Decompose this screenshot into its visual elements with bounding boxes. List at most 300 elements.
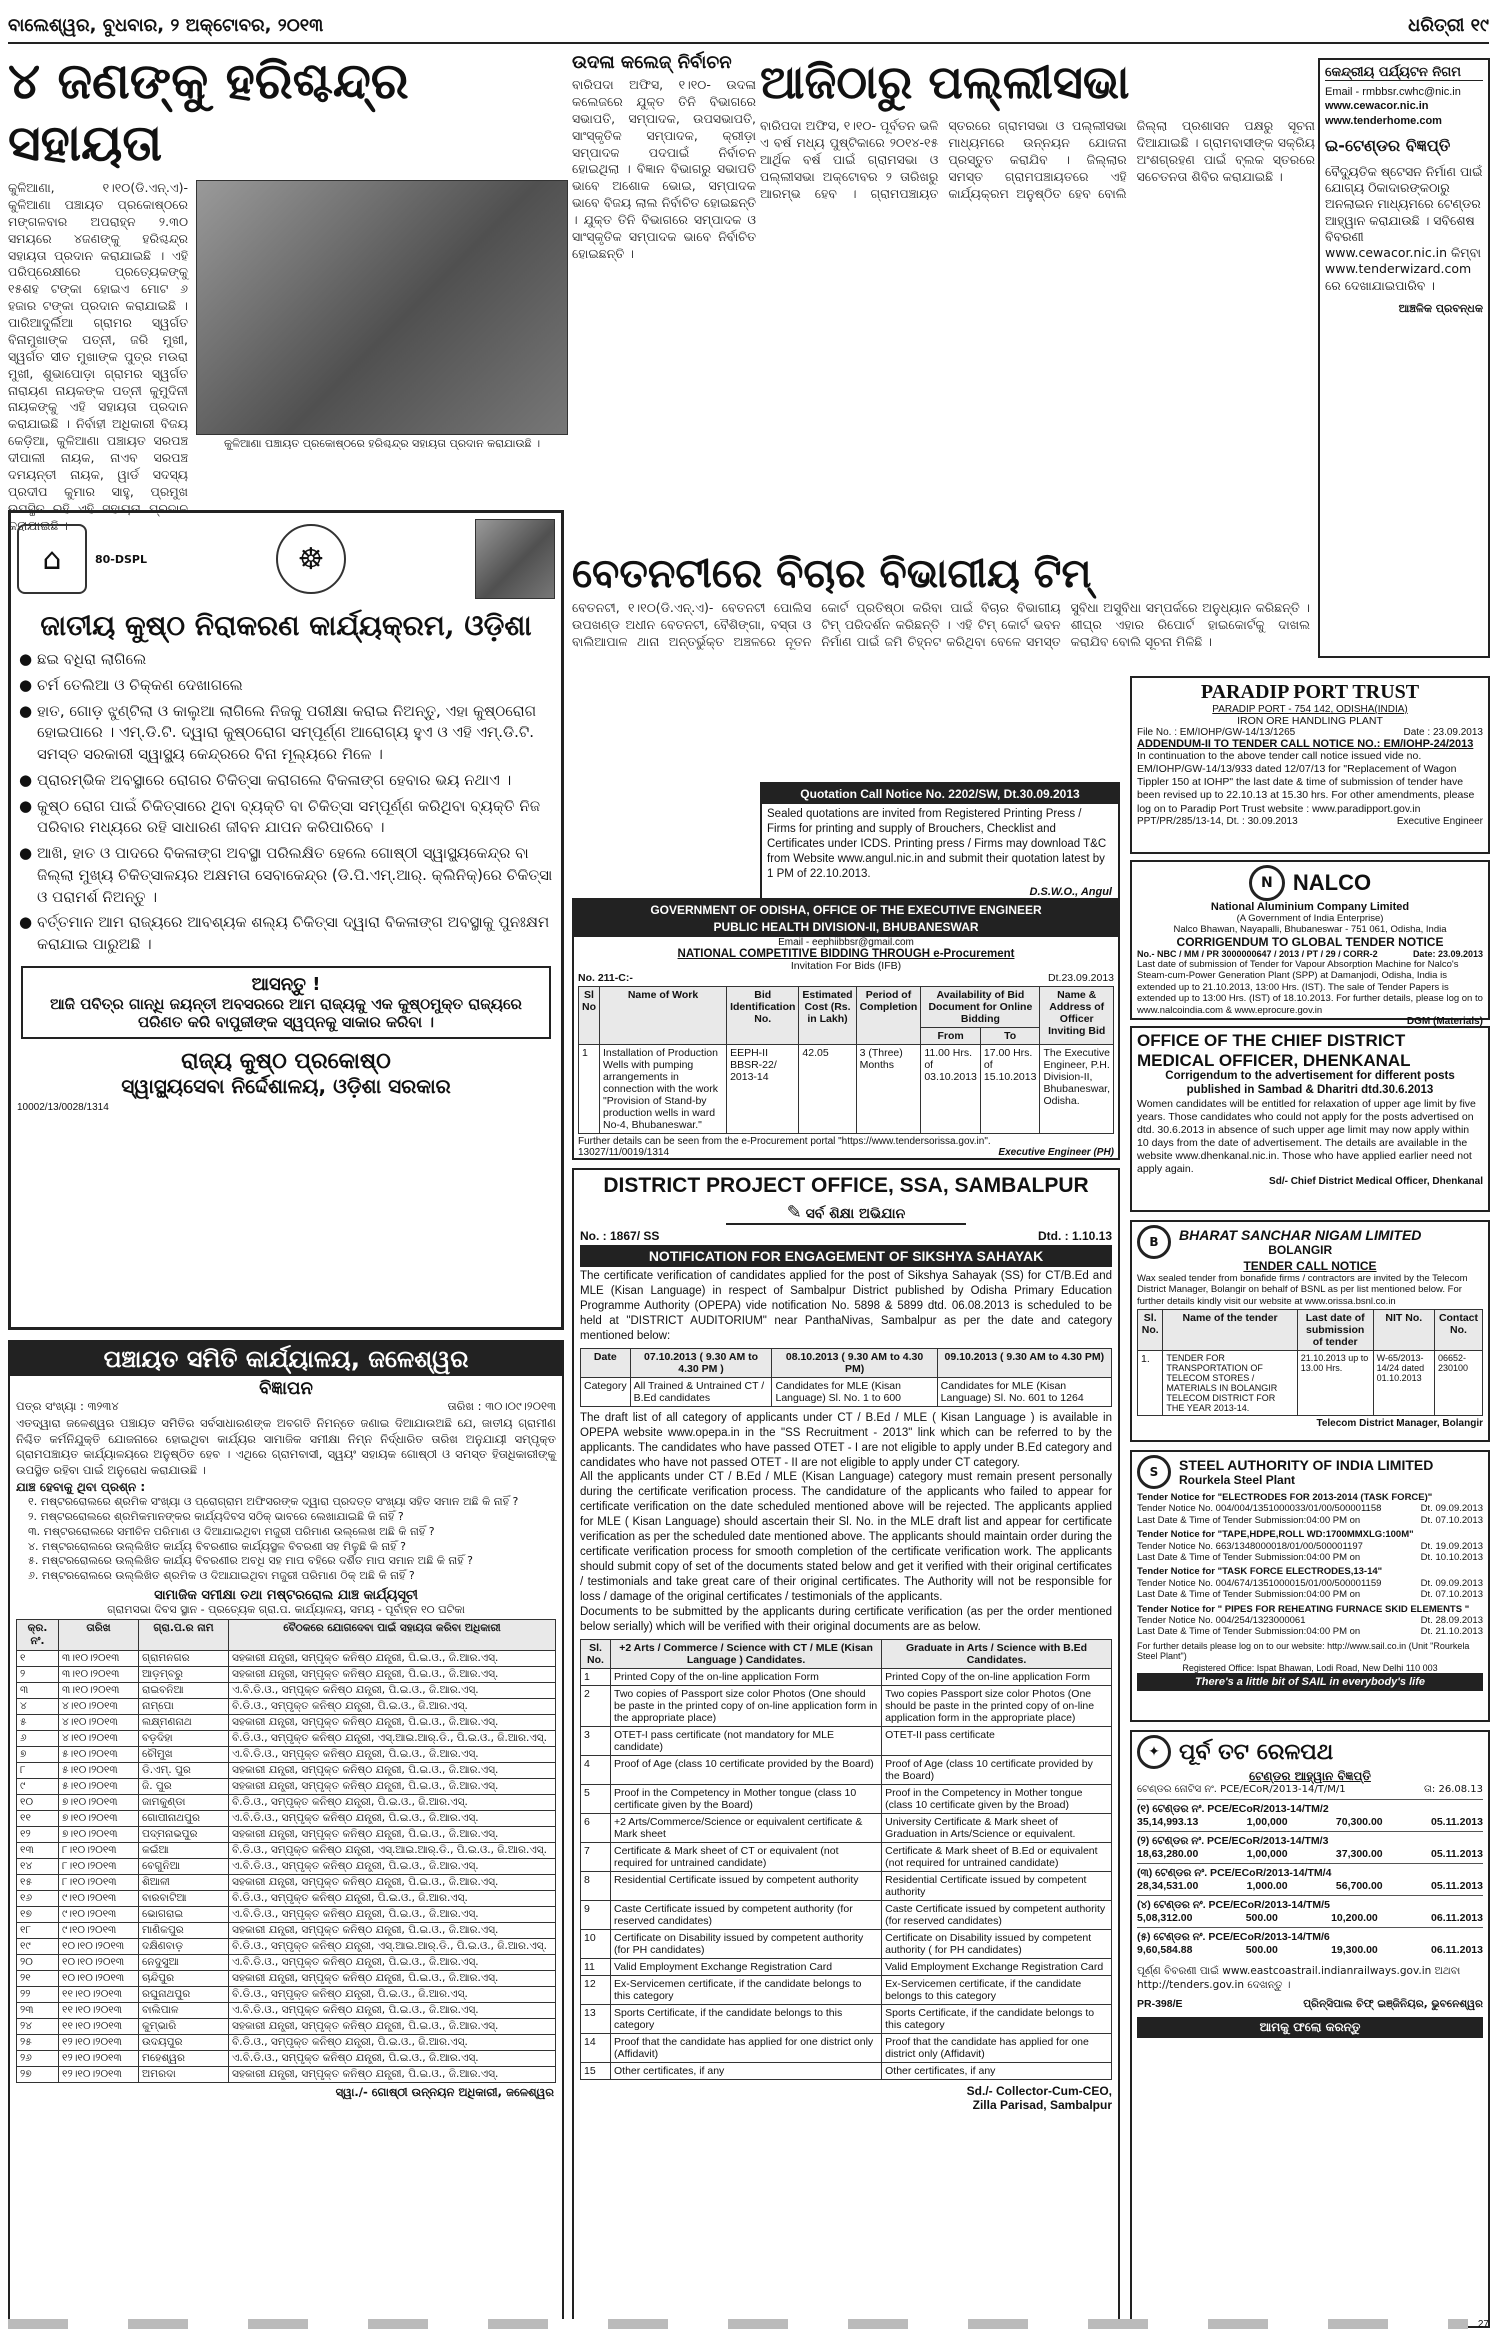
th: ତାରିଖ [59, 1620, 139, 1651]
ad-cdmo-dhenkanal [1130, 1026, 1490, 1212]
ad-ref: PR-398/E [1137, 1998, 1183, 2011]
td: ବଡ଼ଦିହା [139, 1731, 229, 1747]
td: Two copies of Passport size color Photos (One should be paste in the printed copy of on-line application form in the appropriate place) [611, 1685, 882, 1726]
th: Contact No. [1434, 1310, 1482, 1351]
ad-subtitle: ଟେଣ୍ଡର ଆହ୍ୱାନ ବିଜ୍ଞପ୍ତି [1249, 1769, 1371, 1783]
tender-value: 05.11.2013 [1430, 1848, 1483, 1860]
tender-item [1137, 1863, 1483, 1895]
td: ପଦ୍ମନାଭପୁର [139, 1827, 229, 1843]
tender-table [578, 986, 1114, 1134]
table-row [581, 1685, 1112, 1726]
td: ୧୧।୧୦।୨୦୧୩ [59, 1987, 139, 2003]
ad-signature: Executive Engineer (PH) [998, 1147, 1114, 1158]
td: ୧୫ [17, 1875, 59, 1891]
td: ଏ.ବି.ଡି.ଓ., ସମ୍ପୃକ୍ତ କନିଷ୍ଠ ଯନ୍ତ୍ରୀ, ପି.ଇ.ଓ., ଜି.ଆର.ଏସ୍. [229, 1747, 556, 1763]
ad-body: In continuation to the above tender call notice issued vide no. EM/IOHP/GW-14/13/933 dated 12/07/13 for "Replacement of Wagon Tippler 150 at IOHP" the last date & time of submission of tender have been revised up to 22.10.13 at 15.30 hrs. For other amendments, please log on to Paradip Port Trust website : www.paradipport.gov.in [1137, 750, 1475, 815]
tender-value: 28,34,531.00 [1137, 1880, 1199, 1892]
tender-number: (୫) ଟେଣ୍ଡର ନଂ. PCE/ECoR/2013-14/TM/6 [1137, 1931, 1330, 1943]
td: ଏ.ବି.ଡି.ଓ., ସମ୍ପୃକ୍ତ କନିଷ୍ଠ ଯନ୍ତ୍ରୀ, ପି.ଇ.ଓ., ଜି.ଆର.ଏସ୍. [229, 1859, 556, 1875]
th: Availability of Bid Document for Online Bidding [921, 987, 1040, 1028]
td: ୧୦।୧୦।୨୦୧୩ [59, 1955, 139, 1971]
td: 06652-230100 [1434, 1351, 1482, 1416]
td: ୩ [17, 1683, 59, 1699]
question-item: ୫. ମଷ୍ଟରରୋଲରେ ଉଲ୍ଲିଖିତ କାର୍ଯ୍ୟ ବିବରଣୀର ଅବଧି ସହ ମାପ ବହିରେ ଦର୍ଶିତ ମାପ ସମାନ ଅଛି କି ନାହିଁ ? [28, 1554, 474, 1568]
td: 2 [581, 1685, 611, 1726]
td: ୫।୧୦।୨୦୧୩ [59, 1747, 139, 1763]
headline: ଆଜିଠାରୁ ପଲ୍ଲୀସଭା [760, 55, 1130, 109]
ad-note: For further details please log on to our website: http://www.sail.co.in (Unit "Rourkela Steel Plant") [1137, 1640, 1470, 1661]
corrigendum-title: CORRIGENDUM TO GLOBAL TENDER NOTICE [1176, 935, 1444, 949]
td: ୭।୧୦।୨୦୧୩ [59, 1827, 139, 1843]
td: Proof that the candidate has applied for one district only (Affidavit) [611, 2033, 882, 2062]
tagline: There's a little bit of SAIL in everybody's life [1137, 1673, 1483, 1691]
ad-ssa-sambalpur [572, 1168, 1120, 2328]
table-row [17, 1683, 556, 1699]
documents-table [580, 1639, 1112, 2080]
td: ୮।୧୦।୨୦୧୩ [59, 1843, 139, 1859]
ad-subtitle: ଇ-ଟେଣ୍ଡର ବିଜ୍ଞପ୍ତି [1325, 135, 1451, 155]
signature-line: Zilla Parisad, Sambalpur [972, 2097, 1112, 2112]
notice-title: NOTIFICATION FOR ENGAGEMENT OF SIKSHYA SAHAYAK [580, 1245, 1112, 1267]
ad-body: Sealed quotations are invited from Registered Printing Press / Firms for printing and supply of Brouchers, Checklist and Certificates under ICDS. Printing press / Firms may download T&C from Website www.angul.nic.in and submit their quotation latest by 1 PM of 22.10.2013. [767, 808, 1107, 880]
story-harischandra [8, 50, 568, 533]
tender-line [1137, 1515, 1483, 1526]
table-row [17, 1731, 556, 1747]
footer-stripe [8, 2319, 1468, 2329]
table-row [581, 1813, 1112, 1842]
headline: ୪ ଜଣଙ୍କୁ ହରିଶ୍ଚନ୍ଦ୍ର ସହାୟତା [8, 51, 409, 172]
ad-title: GOVERNMENT OF ODISHA, OFFICE OF THE EXECUTIVE ENGINEER [574, 900, 1118, 920]
symptom-list [17, 649, 555, 956]
td: ୧ [17, 1651, 59, 1667]
td: Other certificates, if any [882, 2062, 1112, 2079]
td: ୬ [17, 1731, 59, 1747]
th: Bid Identification No. [727, 987, 799, 1045]
table-row [581, 1377, 1112, 1406]
ad-body: Last date of submission of Tender for Vapour Absorption Machine for Nalco's Steam-cum-Power Generation Plant (SPP) at Damanjodi, Odisha, India is extended up to 21.10.2013, 13:00 Hrs. (IST). The sale of Tender Papers is extended up to 13:00 Hrs. (IST) of 18.10.2013. For further details, please log on to www.nalcoindia.com & www.eprocure.gov.in [1137, 959, 1483, 1016]
td: Proof in the Competency in Mother tongue (class 10 certificate given by the Board) [611, 1784, 882, 1813]
schedule-table [580, 1348, 1112, 1407]
td: EEPH-II BBSR-22/ 2013-14 [727, 1045, 799, 1134]
tender-values [1137, 1912, 1483, 1924]
tender-number: (୩) ଟେଣ୍ଡର ନଂ. PCE/ECoR/2013-14/TM/4 [1137, 1867, 1332, 1879]
td: ୨୩ [17, 2003, 59, 2019]
table-row [17, 1715, 556, 1731]
table-row [581, 1958, 1112, 1975]
td: All Trained & Untrained CT / B.Ed candidates [630, 1377, 772, 1406]
ad-date: Dt.23.09.2013 [1048, 972, 1114, 984]
table-row [1138, 1351, 1483, 1416]
table-row [17, 1843, 556, 1859]
paragraph: The draft list of all category of applicants under CT / B.Ed / MLE ( Kisan Language ) is available in OPEPA website www.opepa.in in the "SS Recruitment - 2013" link which can be referred to by the applicants. The candidates who have passed OTET - I are not eligible to apply under B.Ed category and candidates who have not passed OTET - II are not eligible to apply under CT category. [580, 1411, 1112, 1469]
td: ବାରବାଟିଆ [139, 1891, 229, 1907]
td: ନେଦୁସୁଆ [139, 1955, 229, 1971]
table-row [17, 1795, 556, 1811]
ad-title: STEEL AUTHORITY OF INDIA LIMITED [1179, 1457, 1434, 1473]
odisha-emblem-icon: ☸ [276, 524, 346, 594]
ad-quotation-notice [760, 782, 1120, 900]
ad-body: Wax sealed tender from bonafide firms / contractors are invited by the Telecom District Manager, Bolangir on behalf of BSNL as per list mentioned below. For further details kindly visit our website at www.orissa.bsnl.co.in [1137, 1273, 1468, 1307]
td: Proof of Age (class 10 certificate provided by the Board) [882, 1755, 1112, 1784]
table-row [581, 1755, 1112, 1784]
td: Certificate on Disability issued by competent authority (for PH candidates) [611, 1929, 882, 1958]
tender-item [1137, 1927, 1483, 1959]
tender-table [1137, 1309, 1483, 1416]
ad-ref: 13027/11/0019/1314 [578, 1147, 670, 1158]
deadline-label: Last Date & Time of Tender Submission:04:00 PM on [1137, 1589, 1361, 1601]
td: ସହକାରୀ ଯନ୍ତ୍ରୀ, ସମ୍ପୃକ୍ତ କନିଷ୍ଠ ଯନ୍ତ୍ରୀ, ପି.ଇ.ଓ., ଜି.ଆର.ଏସ୍. [229, 1923, 556, 1939]
td: ୧୧।୧୦।୨୦୧୩ [59, 2019, 139, 2035]
ad-title: Quotation Call Notice No. 2202/SW, Dt.30.09.2013 [762, 784, 1118, 804]
td: Proof of Age (class 10 certificate provided by the Board) [611, 1755, 882, 1784]
ad-date: Dtd. : 1.10.13 [1037, 1229, 1112, 1243]
tender-values [1137, 1848, 1483, 1860]
td: ଏ.ବି.ଡି.ଓ., ସମ୍ପୃକ୍ତ କନିଷ୍ଠ ଯନ୍ତ୍ରୀ, ପି.ଇ.ଓ., ଜି.ଆର.ଏସ୍. [229, 1683, 556, 1699]
table-row [17, 1939, 556, 1955]
tender-number: (୨) ଟେଣ୍ଡର ନଂ. PCE/ECoR/2013-14/TM/3 [1137, 1835, 1329, 1847]
addendum-title: ADDENDUM-II TO TENDER CALL NOTICE NO.: EM/IOHP-24/2013 [1137, 738, 1474, 750]
ad-phed-tender [572, 898, 1120, 1160]
ad-bsnl-bolangir [1130, 1220, 1490, 1442]
list-item: ● ବର୍ତ୍ତମାନ ଆମ ରାଜ୍ୟରେ ଆବଶ୍ୟକ ଶଲ୍ୟ ଚିକିତ୍ସା ଦ୍ୱାରା ବିକଳାଙ୍ଗ ଅବସ୍ଥାକୁ ପୁନଃକ୍ଷମ କରାଯାଇ ପାରୁଅଛି । [17, 912, 555, 956]
headline: ବେତନଟୀରେ ବିଚାର ବିଭାଗୀୟ ଟିମ୍ [572, 550, 1092, 597]
tender-title: Tender Notice for "TASK FORCE ELECTRODES,13-14" [1137, 1566, 1383, 1578]
ad-date: Date: 23.09.2013 [1412, 949, 1483, 959]
ad-body: ପୂର୍ଣ୍ଣ ବିବରଣୀ ପାଇଁ www.eastcoastrail.indianrailways.gov.in ଅଥବା http://tenders.gov.in ଦେଖନ୍ତୁ । [1137, 1965, 1461, 1991]
td: ବି.ଡି.ଓ., ସମ୍ପୃକ୍ତ କନିଷ୍ଠ ଯନ୍ତ୍ରୀ, ପି.ଇ.ଓ., ଜି.ଆର.ଏସ୍. [229, 1795, 556, 1811]
tender-value: 1,00,000 [1246, 1848, 1288, 1860]
td: ୧୬ [17, 1891, 59, 1907]
ad-panchayat-jaleswar [8, 1340, 564, 2328]
ad-subtitle: PARADIP PORT - 754 142, ODISHA(INDIA) [1212, 704, 1408, 715]
th: Name of Work [600, 987, 727, 1045]
ad-body: ବୈଦ୍ୟୁତିକ ଷ୍ଟେସନ ନିର୍ମାଣ ପାଇଁ ଯୋଗ୍ୟ ଠିକାଦାରଙ୍କଠାରୁ ଅନଲାଇନ ମାଧ୍ୟମରେ ଟେଣ୍ଡର ଆହ୍ୱାନ କରାଯାଉଛି । ସବିଶେଷ ବିବରଣୀ www.cewacor.nic.in କିମ୍ବା www.tenderwizard.com ରେ ଦେଖାଯାଇପାରିବ । [1325, 163, 1483, 293]
logo-text: ସର୍ବ ଶିକ୍ଷା ଅଭିଯାନ [805, 1206, 906, 1222]
td: Other certificates, if any [611, 2062, 882, 2079]
story-udala-college [572, 52, 756, 522]
tender-value: 70,300.00 [1335, 1816, 1383, 1828]
ad-signature: Executive Engineer [1396, 815, 1483, 827]
td: Proof that the candidate has applied for one district only (Affidavit) [882, 2033, 1112, 2062]
ad-web-link[interactable]: www.cewacor.nic.in [1325, 100, 1429, 113]
td: ବି.ଡି.ଓ., ସମ୍ପୃକ୍ତ କନିଷ୍ଠ ଯନ୍ତ୍ରୀ, ଏସ୍.ଆଇ.ଆର୍.ଡି., ପି.ଇ.ଓ., ଜି.ଆର.ଏସ୍. [229, 1843, 556, 1859]
company-sub: (A Government of India Enterprise) [1236, 913, 1384, 924]
table-row [17, 1923, 556, 1939]
td: ୩।୧୦।୨୦୧୩ [59, 1683, 139, 1699]
table-row [17, 1859, 556, 1875]
tender-value: 19,300.00 [1331, 1944, 1378, 1956]
pencil-icon: ✎ [786, 1202, 802, 1223]
tender-item [1137, 1831, 1483, 1863]
td: ଅମରଦା [139, 2067, 229, 2083]
news-photo [196, 180, 568, 435]
td: ୭।୧୦।୨୦୧୩ [59, 1811, 139, 1827]
th: Name of the tender [1163, 1310, 1297, 1351]
td: W-65/2013-14/24 dated 01.10.2013 [1373, 1351, 1434, 1416]
ad-title: PARADIP PORT TRUST [1200, 681, 1420, 703]
table-row [17, 1907, 556, 1923]
registered-office: Registered Office: Ispat Bhawan, Lodi Road, New Delhi 110 003 [1182, 1662, 1438, 1673]
sail-logo-icon: S [1137, 1455, 1171, 1489]
td: ଏ.ବି.ଡି.ଓ., ସମ୍ପୃକ୍ତ କନିଷ୍ଠ ଯନ୍ତ୍ରୀ, ପି.ଇ.ଓ., ଜି.ଆର.ଏସ୍. [229, 2003, 556, 2019]
ad-signature: ଆଞ୍ଚଳିକ ପ୍ରବନ୍ଧକ [1398, 301, 1483, 315]
question-item: ୨. ମଷ୍ଟରରୋଲରେ ଶ୍ରମିକମାନଙ୍କର କାର୍ଯ୍ୟଦିବସ ସଠିକ୍ ଭାବରେ ଲେଖାଯାଇଛି କି ନାହିଁ ? [28, 1509, 404, 1523]
table-row [17, 1987, 556, 2003]
ad-subtitle: BOLANGIR [1268, 1243, 1333, 1257]
schedule-title: ସାମାଜିକ ସମୀକ୍ଷା ତଥା ମଷ୍ଟରରୋଲ ଯାଞ୍ଚ କାର୍ଯ୍ୟସୂଚୀ [154, 1588, 418, 1604]
td: ରଘୁନାଥପୁର [139, 1987, 229, 2003]
tender-value: 500.00 [1245, 1912, 1278, 1924]
td: ସହକାରୀ ଯନ୍ତ୍ରୀ, ସମ୍ପୃକ୍ତ କନିଷ୍ଠ ଯନ୍ତ୍ରୀ, ପି.ଇ.ଓ., ଜି.ଆର.ଏସ୍. [229, 1763, 556, 1779]
td: ୨୦ [17, 1955, 59, 1971]
td: 21.10.2013 up to 13.00 Hrs. [1297, 1351, 1373, 1416]
th: To [980, 1028, 1040, 1045]
td: ୧୮ [17, 1923, 59, 1939]
table-row [17, 1955, 556, 1971]
td: Valid Employment Exchange Registration Card [882, 1958, 1112, 1975]
tender-item [1137, 1492, 1483, 1526]
td: Candidates for MLE (Kisan Language) Sl. No. 1 to 600 [772, 1377, 937, 1406]
table-row [17, 2051, 556, 2067]
td: ଗୋପୀନାଥପୁର [139, 1811, 229, 1827]
td: ମାଣିକପୁର [139, 1923, 229, 1939]
tender-value: 9,60,584.88 [1137, 1944, 1193, 1956]
ad-signature: DGM (Materials) [1406, 1015, 1483, 1027]
footer-line: ସ୍ୱାସ୍ଥ୍ୟସେବା ନିର୍ଦ୍ଦେଶାଳୟ, ଓଡ଼ିଶା ସରକାର [121, 1073, 451, 1098]
td: ୯।୧୦।୨୦୧୩ [59, 1891, 139, 1907]
ad-web-link[interactable]: www.tenderhome.com [1325, 114, 1442, 127]
td: ୧୧ [17, 1811, 59, 1827]
tender-values [1137, 1944, 1483, 1956]
table-row [17, 1891, 556, 1907]
tender-number: Tender Notice No. 663/1348000018/01/00/500001197 [1137, 1540, 1363, 1552]
table-row [17, 1699, 556, 1715]
deadline-date: Dt. 07.10.2013 [1420, 1589, 1483, 1601]
table-row [581, 1900, 1112, 1929]
tender-item [1137, 1529, 1483, 1563]
td: 6 [581, 1813, 611, 1842]
appeal-box [21, 966, 551, 1039]
td: ଡି.ଏମ୍. ପୁର [139, 1763, 229, 1779]
ad-subtitle: Invitation For Bids (IFB) [790, 960, 902, 972]
ad-title: BHARAT SANCHAR NIGAM LIMITED [1179, 1227, 1422, 1243]
td: TENDER FOR TRANSPORTATION OF TELECOM STORES / MATERIALS IN BOLANGIR TELECOM DISTRICT FOR THE YEAR 2013-14. [1163, 1351, 1297, 1416]
th: ଗ୍ରା.ପ.ର ନାମ [139, 1620, 229, 1651]
tender-line [1137, 1589, 1483, 1600]
td: ବାଲିପାଳ [139, 2003, 229, 2019]
td: ବି.ଡି.ଓ., ସମ୍ପୃକ୍ତ କନିଷ୍ଠ ଯନ୍ତ୍ରୀ, ଏସ୍.ଆଇ.ଆର୍.ଡି., ପି.ଇ.ଓ., ଜି.ଆର.ଏସ୍. [229, 1731, 556, 1747]
td: Certificate & Mark sheet of B.Ed or equivalent (not required for untrained candidate) [882, 1842, 1112, 1871]
td: ଦକ୍ଷିଣବାଡ଼ [139, 1939, 229, 1955]
question-heading: ଯାଞ୍ଚ ହେବାକୁ ଥିବା ପ୍ରଶ୍ନ : [16, 1480, 146, 1495]
ssa-logo [726, 1202, 966, 1225]
question-list [10, 1495, 562, 1584]
article-body: ବାରିପଦା ଅଫିସ, ୧।୧୦- ପୂର୍ବତନ ଭଳି ଏ ବର୍ଷ ମଧ୍ୟ ପୁଷ୍ଟିକାରେ ୨୦୧୪-୧୫ ଆର୍ଥିକ ବର୍ଷ ପାଇଁ ଗ୍ରାମସଭା ଓ ପଲ୍ଲୀସଭା ଅକ୍ଟୋବର ୨ ତାରିଖରୁ ଆରମ୍ଭ ହେବ । ଗ୍ରାମପଞ୍ଚାୟତ ସ୍ତରରେ ଗ୍ରାମସଭା ଓ ପଲ୍ଲୀସଭା ମାଧ୍ୟମରେ ଉନ୍ନୟନ ଯୋଜନା ପ୍ରସ୍ତୁତ କରାଯିବ । ଜିଲ୍ଲାର ସମସ୍ତ ଗ୍ରାମପଞ୍ଚାୟତରେ ଏହି କାର୍ଯ୍ୟକ୍ରମ ଅନୁଷ୍ଠିତ ହେବ ବୋଲି ଜିଲ୍ଲା ପ୍ରଶାସନ ପକ୍ଷରୁ ସୂଚନା ଦିଆଯାଇଛି । ଗ୍ରାମବାସୀଙ୍କ ସକ୍ରିୟ ଅଂଶଗ୍ରହଣ ପାଇଁ ବ୍ଲକ ସ୍ତରରେ ସଚେତନତା ଶିବିର କରାଯାଇଛି । [760, 118, 1315, 201]
td: Category [581, 1377, 631, 1406]
td: 13 [581, 2004, 611, 2033]
td: କଇଁଆ [139, 1843, 229, 1859]
ad-note: Further details can be seen from the e-Procurement portal "https://www.tendersorissa.gov.in". [578, 1136, 991, 1147]
th: ବୈଠକରେ ଯୋଗଦେବା ପାଇଁ ସହାୟତା କରିବା ଅଧିକାରୀ [229, 1620, 556, 1651]
question-item: ୪. ମଷ୍ଟରରୋଲରେ ଉଲ୍ଲିଖିତ କାର୍ଯ୍ୟ ବିବରଣୀର କାର୍ଯ୍ୟସ୍ଥଳ ବିବରଣୀ ସହ ମିଳୁଛି କି ନାହିଁ ? [28, 1539, 406, 1553]
tender-value: 18,63,280.00 [1137, 1848, 1199, 1860]
td: ଏ.ବି.ଡି.ଓ., ସମ୍ପୃକ୍ତ କନିଷ୍ଠ ଯନ୍ତ୍ରୀ, ପି.ଇ.ଓ., ଜି.ଆର.ଏସ୍. [229, 1907, 556, 1923]
td: ସହକାରୀ ଯନ୍ତ୍ରୀ, ସମ୍ପୃକ୍ତ କନିଷ୍ଠ ଯନ୍ତ୍ରୀ, ପି.ଇ.ଓ., ଜି.ଆର.ଏସ୍. [229, 1651, 556, 1667]
article-body: ବେତନଟୀ, ୧।୧୦(ଡି.ଏନ୍.ଏ)- ବେତନଟୀ ପୋଲିସ ଉପଖଣ୍ଡ ଅଧୀନ ବେତନଟୀ, ବୈଶିଙ୍ଗା, ବସ୍ତା ଓ ବାଲିଆପାଳ ଥାନା ଅନ୍ତର୍ଭୁକ୍ତ ଅଞ୍ଚଳରେ ନୂତନ କୋର୍ଟ ପ୍ରତିଷ୍ଠା କରିବା ପାଇଁ ବିଚାର ବିଭାଗୀୟ ଟିମ୍ ପରିଦର୍ଶନ କରିଛନ୍ତି । ଏହି ଟିମ୍ କୋର୍ଟ ଭବନ ନିର୍ମାଣ ପାଇଁ ଜମି ଚିହ୍ନଟ କରିଥିବା ବେଳେ ସମସ୍ତ ସୁବିଧା ଅସୁବିଧା ସମ୍ପର୍କରେ ଅନୁଧ୍ୟାନ କରିଛନ୍ତି । ଶୀଘ୍ର ଏହାର ରିପୋର୍ଟ ହାଇକୋର୍ଟକୁ ଦାଖଲ କରାଯିବ ବୋଲି ସୂଚନା ମିଳିଛି । [572, 600, 1310, 649]
td: ୨୨ [17, 1987, 59, 2003]
tender-number: (୪) ଟେଣ୍ଡର ନଂ. PCE/ECoR/2013-14/TM/5 [1137, 1899, 1330, 1911]
td: ଲକ୍ଷ୍ମଣନାଥ [139, 1715, 229, 1731]
td: ୧୦ [17, 1795, 59, 1811]
td: Certificate & Mark sheet of CT or equivalent (not required for untrained candidate) [611, 1842, 882, 1871]
question-item: ୬. ମଷ୍ଟରରୋଲରେ ଉଲ୍ଲିଖିତ ଶ୍ରମିକ ଓ ଦିଆଯାଇଥିବା ମଜୁରୀ ପରିମାଣ ଠିକ୍ ଅଛି କି ନାହିଁ ? [28, 1569, 415, 1583]
letter-number: ପତ୍ର ସଂଖ୍ୟା : ୩୨୩୪ [16, 1399, 119, 1413]
td: 3 [581, 1726, 611, 1755]
th: କ୍ର. ନଂ. [17, 1620, 59, 1651]
tender-title: Tender Notice for " PIPES FOR REHEATING FURNACE SKID ELEMENTS " [1137, 1603, 1470, 1615]
th: Last date of submission of tender [1297, 1310, 1373, 1351]
th: Sl No [579, 987, 600, 1045]
tender-item [1137, 1895, 1483, 1927]
table-row [17, 1875, 556, 1891]
dateline: ବାଲେଶ୍ୱର, ବୁଧବାର, ୨ ଅକ୍ଟୋବର, ୨୦୧୩ [8, 14, 324, 36]
table-row [17, 2019, 556, 2035]
td: ୧୯ [17, 1939, 59, 1955]
tender-title: Tender Notice for "TAPE,HDPE,ROLL WD:1700MMXLG:100M" [1137, 1529, 1414, 1541]
tender-value: 05.11.2013 [1430, 1816, 1483, 1828]
appeal-text: ଆଜି ପବିତ୍ର ଗାନ୍ଧି ଜୟନ୍ତୀ ଅବସରରେ ଆମ ରାଜ୍ୟକୁ ଏକ କୁଷ୍ଠମୁକ୍ତ ରାଜ୍ୟରେ ପରିଣତ କରି ବାପୁଜୀଙ୍କ ସ୍ୱପ୍ନକୁ ସାକାର କରିବା । [50, 994, 522, 1031]
ad-signature [580, 2084, 1112, 2112]
td: Ex-Servicemen certificate, if the candidate belongs to this category [882, 1975, 1112, 2004]
td: ସହକାରୀ ଯନ୍ତ୍ରୀ, ସମ୍ପୃକ୍ତ କନିଷ୍ଠ ଯନ୍ତ୍ରୀ, ପି.ଇ.ଓ., ଜି.ଆର.ଏସ୍. [229, 1971, 556, 1987]
table-row [17, 1827, 556, 1843]
td: Installation of Production Wells with pumping arrangements in connection with the work "Provision of Stand-by production wells in ward No-4, Bhubaneswar." [600, 1045, 727, 1134]
ad-paradip-port [1130, 676, 1490, 854]
tender-number: (୧) ଟେଣ୍ଡର ନଂ. PCE/ECoR/2013-14/TM/2 [1137, 1803, 1329, 1815]
td: ଉଦୟପୁର [139, 2035, 229, 2051]
table-row [17, 2003, 556, 2019]
table-row [17, 1763, 556, 1779]
tender-value: 06.11.2013 [1431, 1944, 1483, 1956]
td: ଜାମକୁଣ୍ଡା [139, 1795, 229, 1811]
tender-number: Tender Notice No. 004/254/1323000061 [1137, 1614, 1306, 1626]
nalco-logo-icon: N [1249, 865, 1285, 901]
paragraph: All the applicants under CT / B.Ed / MLE (Kisan Language) category must remain present personally during the certificate verification process. The candidature of the applicants who failed to appear for certificate verification on the date scheduled mentioned above will be rejected. The applicants applied for MLE ( Kisan Language) should ascertain their Sl. No. in the MLE draft list and appear for certificate verification as per the scheduled date mentioned above. The applicants should maintain order during the certificate verification process for smooth completion of the certificate verification work. The applicants should submit copy of set of the documents stated below and get it verified with their original certificates / testimonials and take great care of their original certificates. The Authority will not be responsible for loss / damage of the original certificates / testimonials of the applicants. [580, 1471, 1112, 1603]
notice-title: TENDER CALL NOTICE [1243, 1259, 1377, 1273]
ad-subtitle: ବିଜ୍ଞାପନ [259, 1378, 313, 1399]
td: 42.05 [799, 1045, 856, 1134]
td: 1 [581, 1668, 611, 1685]
td: OTET-II pass certificate [882, 1726, 1112, 1755]
ad-email: Email - rmbbsr.cwhc@nic.in [1325, 86, 1461, 98]
ad-signature: Sd/- Chief District Medical Officer, Dhenkanal [1269, 1176, 1483, 1188]
ad-date: ତାରିଖ : ୩୦।୦୯।୨୦୧୩ [447, 1399, 556, 1413]
ad-date: Date : 23.09.2013 [1403, 727, 1483, 738]
td: ୭।୧୦।୨୦୧୩ [59, 1795, 139, 1811]
th: +2 Arts / Commerce / Science with CT / MLE (Kisan Language ) Candidates. [611, 1639, 882, 1668]
td: ୧୩ [17, 1843, 59, 1859]
tender-value: 05.11.2013 [1430, 1880, 1483, 1892]
ad-nalco [1130, 860, 1490, 1027]
td: Residential Certificate issued by competent authority [611, 1871, 882, 1900]
td: 1 [579, 1045, 600, 1134]
tender-value: 10,200.00 [1331, 1912, 1378, 1924]
ad-subtitle: IRON ORE HANDLING PLANT [1237, 715, 1383, 727]
td: ବି.ଡି.ଓ., ସମ୍ପୃକ୍ତ କନିଷ୍ଠ ଯନ୍ତ୍ରୀ, ପି.ଇ.ଓ., ଜି.ଆର.ଏସ୍. [229, 1699, 556, 1715]
deadline-date: Dt. 21.10.2013 [1420, 1626, 1483, 1638]
td: ନାମ୍ପୋ [139, 1699, 229, 1715]
kicker: ଉଦଳା କଲେଜ୍ ନିର୍ବାଚନ [572, 52, 732, 73]
td: ଜି. ପୁର [139, 1779, 229, 1795]
th: Graduate in Arts / Science with B.Ed Candidates. [882, 1639, 1112, 1668]
td: ଗ୍ରାମନଗର [139, 1651, 229, 1667]
td: ୧୨।୧୦।୨୦୧୩ [59, 2035, 139, 2051]
tender-line [1137, 1541, 1483, 1552]
list-item: ● ଛଇ ବଧିରା ଲାଗିଲେ [17, 649, 555, 671]
ad-email: Email - eephiibbsr@gmail.com [778, 937, 914, 948]
td: ଏ.ବି.ଡି.ଓ., ସମ୍ପୃକ୍ତ କନିଷ୍ଠ ଯନ୍ତ୍ରୀ, ପି.ଇ.ଓ., ଜି.ଆର.ଏସ୍. [229, 2051, 556, 2067]
deadline-label: Last Date & Time of Tender Submission:04:00 PM on [1137, 1551, 1361, 1563]
page-header [8, 8, 1489, 44]
footer-page-number: 27 [1477, 2318, 1489, 2330]
td: 15 [581, 2062, 611, 2079]
schedule-table [16, 1619, 556, 2083]
td: ୧୧।୧୦।୨୦୧୩ [59, 2003, 139, 2019]
tender-value: 1,000.00 [1246, 1880, 1288, 1892]
td: ୪।୧୦।୨୦୧୩ [59, 1699, 139, 1715]
ad-signature: ପ୍ରିନ୍ସିପାଲ ଚିଫ୍ ଇଞ୍ଜିନିୟର, ଭୁବନେଶ୍ୱର [1303, 1998, 1483, 2011]
tender-values [1137, 1880, 1483, 1892]
list-item: ● ଚର୍ମ ତେଲିଆ ଓ ଚିକ୍କଣ ଦେଖାଗଲେ [17, 675, 555, 697]
table-row [581, 1784, 1112, 1813]
ad-title: ପୂର୍ବ ତଟ ରେଳପଥ [1179, 1739, 1334, 1765]
td: 3 (Three) Months [856, 1045, 921, 1134]
article-body: ବାରିପଦା ଅଫିସ, ୧।୧୦- ଉଦଳା କଲେଜରେ ଯୁକ୍ତ ତିନି ବିଭାଗରେ ସଭାପତି, ସମ୍ପାଦକ, ଉପସଭାପତି, ସାଂସ୍କୃତିକ ସମ୍ପାଦକ, କ୍ରୀଡ଼ା ସମ୍ପାଦକ ପଦପାଇଁ ନିର୍ବାଚନ ହୋଇଥିଲା । ବିଜ୍ଞାନ ବିଭାଗରୁ ସଭାପତି ଭାବେ ଅଶୋକ ଭୋଇ, ସମ୍ପାଦକ ଭାବେ ବିଜୟ ଲାଲ ନିର୍ବାଚିତ ହୋଇଛନ୍ତି । ଯୁକ୍ତ ତିନି ବିଭାଗରେ ସମ୍ପାଦକ ଓ ସାଂସ୍କୃତିକ ସମ୍ପାଦକ ଭାବେ ନିର୍ବାଚିତ ହୋଇଛନ୍ତି । [572, 77, 756, 261]
schedule-subtitle: ଗ୍ରାମସଭା ଦିବସ ସ୍ଥାନ - ପ୍ରତ୍ୟେକ ଗ୍ରା.ପ. କାର୍ଯ୍ୟାଳୟ, ସମୟ - ପୂର୍ବାହ୍ନ ୧୦ ଘଟିକା [107, 1603, 465, 1617]
signature-line: Sd./- Collector-Cum-CEO, [966, 2083, 1112, 2098]
ad-title: କେନ୍ଦ୍ରୀୟ ପର୍ଯ୍ୟଟନ ନିଗମ [1325, 65, 1483, 81]
td: ୪।୧୦।୨୦୧୩ [59, 1731, 139, 1747]
ad-east-coast-railway [1130, 1730, 1490, 2328]
ad-number: No. : 1867/ SS [580, 1229, 660, 1243]
table-row [17, 1811, 556, 1827]
tender-value: 35,14,993.13 [1137, 1816, 1199, 1828]
td: 10 [581, 1929, 611, 1958]
td: ସହକାରୀ ଯନ୍ତ୍ରୀ, ସମ୍ପୃକ୍ତ କନିଷ୍ଠ ଯନ୍ତ୍ରୀ, ପି.ଇ.ଓ., ଜି.ଆର.ଏସ୍. [229, 1827, 556, 1843]
td: Proof in the Competency in Mother tongue (class 10 certificate given by the Broad) [882, 1784, 1112, 1813]
td: 7 [581, 1842, 611, 1871]
td: Caste Certificate issued by competent authority (for reserved candidates) [611, 1900, 882, 1929]
page-number: ଧରିତ୍ରୀ ୧୯ [1408, 14, 1489, 36]
ad-title: NALCO [1292, 870, 1372, 895]
tender-value: 06.11.2013 [1431, 1912, 1483, 1924]
td: ସହକାରୀ ଯନ୍ତ୍ରୀ, ସମ୍ପୃକ୍ତ କନିଷ୍ଠ ଯନ୍ତ୍ରୀ, ପି.ଇ.ଓ., ଜି.ଆର.ଏସ୍. [229, 2067, 556, 2083]
table-row [581, 2062, 1112, 2079]
tender-value: 56,700.00 [1335, 1880, 1383, 1892]
td: Candidates for MLE (Kisan Language) Sl. No. 601 to 1264 [937, 1377, 1111, 1406]
tender-date: Dt. 19.09.2013 [1420, 1540, 1483, 1552]
footer-line: ରାଜ୍ୟ କୁଷ୍ଠ ପ୍ରକୋଷ୍ଠ [181, 1048, 391, 1074]
ad-number: ଟେଣ୍ଡର ନୋଟିସ ନଂ. PCE/ECoR/2013-14/T/M/1 [1137, 1784, 1346, 1795]
table-row [17, 2067, 556, 2083]
ad-body: ଏତଦ୍ୱାରା ଜଳେଶ୍ୱର ପଞ୍ଚାୟତ ସମିତିର ସର୍ବସାଧାରଣଙ୍କ ଅବଗତି ନିମନ୍ତେ ଜଣାଇ ଦିଆଯାଉଅଛି ଯେ, ଜାତୀୟ ଗ୍ରାମୀଣ ନିଶ୍ଚିତ କର୍ମନିଯୁକ୍ତି ଯୋଜନାରେ ହୋଇଥିବା କାର୍ଯ୍ୟର ସାମାଜିକ ସମୀକ୍ଷା ନିମ୍ନ ନିର୍ଦ୍ଧାରିତ ତାରିଖ ଅନୁଯାୟୀ ସମ୍ପୃକ୍ତ ଗ୍ରାମପଞ୍ଚାୟତ କାର୍ଯ୍ୟାଳୟରେ ଅନୁଷ୍ଠିତ ହେବ । ଏଥିରେ ଗ୍ରାମବାସୀ, ସ୍ୱୟଂ ସହାୟକ ଗୋଷ୍ଠୀ ଓ ସମସ୍ତ ହିତାଧିକାରୀଙ୍କୁ ଉପସ୍ଥିତ ରହିବା ପାଇଁ ଅନୁରୋଧ କରାଯାଉଛି । [16, 1416, 556, 1477]
table-row [581, 1975, 1112, 2004]
tender-value: 37,300.00 [1335, 1848, 1383, 1860]
table-row [17, 1747, 556, 1763]
td: ୩।୧୦।୨୦୧୩ [59, 1651, 139, 1667]
td: 8 [581, 1871, 611, 1900]
tender-number: Tender Notice No. 004/674/1351000015/01/00/500001159 [1137, 1577, 1382, 1589]
